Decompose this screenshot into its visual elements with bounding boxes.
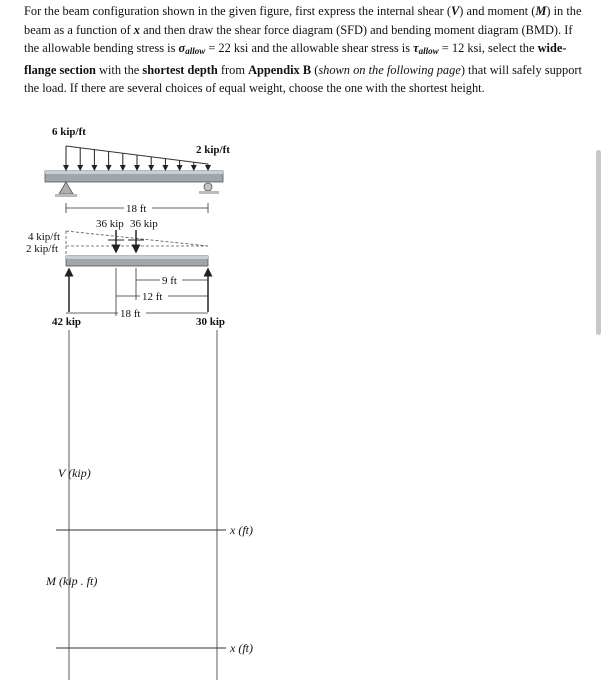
reaction-left-label: 42 kip — [52, 316, 82, 328]
point-load-1-label: 36 kip — [96, 218, 124, 230]
ground-right — [199, 191, 219, 194]
dist-load-4-label: 4 kip/ft — [28, 231, 61, 243]
pin-support-left — [59, 182, 73, 194]
point-load-2-label: 36 kip — [130, 218, 158, 230]
moment-axes — [45, 574, 253, 655]
dim-9-label: 9 ft — [162, 275, 177, 287]
load-arrows — [66, 146, 208, 170]
shear-axes — [56, 466, 253, 537]
scrollbar[interactable] — [596, 150, 601, 335]
dist-load-2-label: 2 kip/ft — [26, 243, 59, 255]
moment-x-label: x (ft) — [230, 641, 253, 655]
ground-left — [55, 194, 77, 197]
problem-text: For the beam configuration shown in the given figure, first express the internal shear (V) and moment (M) in the beam as a function of x and then draw the shear force diagram (SFD) and bending moment diagram (BMD). If the allowable bending stress is $\sigma_{allow} = 22$ ksi and the allowable shear stress is $\tau_{allow} = 12$ ksi, select the wide-flange section with the shortest depth from Appendix B (shown on the following page) that will safely support the load. If there are several choices of equal weight, choose the one with the shortest height. — [24, 4, 582, 96]
load-left-label: 6 kip/ft — [52, 126, 86, 138]
dim-12-label: 12 ft — [142, 291, 163, 303]
fbd-beam-top-flange — [66, 256, 208, 259]
shear-y-label: V (kip) — [58, 466, 91, 480]
load-right-label: 2 kip/ft — [196, 144, 230, 156]
dashed-triangle-load — [66, 231, 208, 246]
fbd-diagram — [26, 218, 225, 328]
roller-support-right — [204, 183, 212, 191]
span-label: 18 ft — [126, 203, 147, 215]
beam-top-flange — [45, 171, 223, 174]
moment-y-label: M (kip . ft) — [46, 574, 98, 588]
reaction-right-label: 30 kip — [196, 316, 226, 328]
dim-18-label: 18 ft — [120, 308, 141, 320]
load-diagram — [45, 126, 230, 215]
shear-x-label: x (ft) — [230, 523, 253, 537]
